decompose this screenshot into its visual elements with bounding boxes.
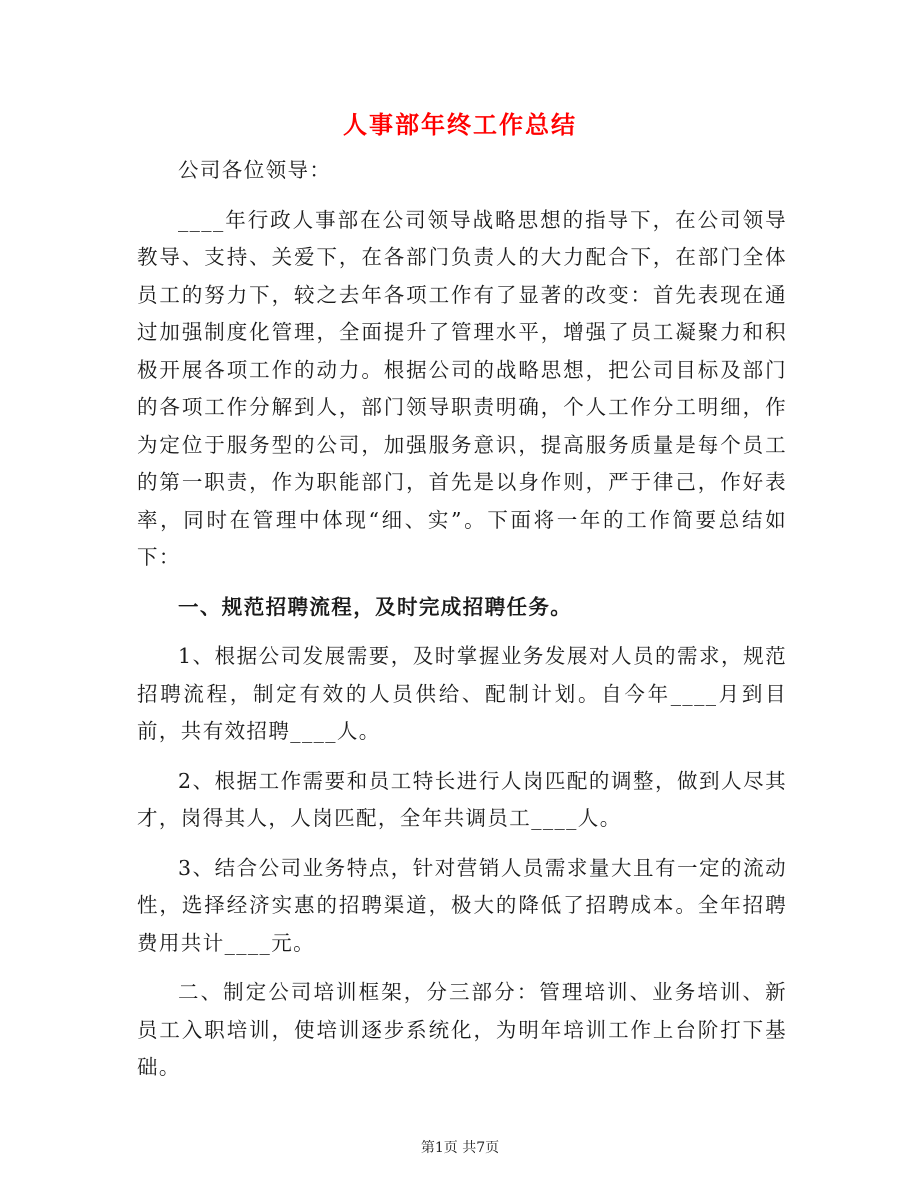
section-heading-recruitment: 一、规范招聘流程，及时完成招聘任务。 [178,594,573,619]
list-item-3: 3、结合公司业务特点，针对营销人员需求量大且有一定的流动性，选择经济实惠的招聘渠道，极大的降低了招聘成本。全年招聘费用共计____元。 [137,855,787,955]
list-item-2: 2、根据工作需要和员工特长进行人岗匹配的调整，做到人尽其才，岗得其人，人岗匹配，全年共调员工____人。 [137,768,787,830]
salutation: 公司各位领导： [178,158,332,182]
page-number: 第1页 共7页 [420,1140,500,1156]
document-body [137,152,787,1087]
document-title: 人事部年终工作总结 [343,110,577,139]
list-item-1: 1、根据公司发展需要，及时掌握业务发展对人员的需求，规范招聘流程，制定有效的人员供给、配制计划。自今年____月到目前，共有效招聘____人。 [137,644,787,743]
section-training: 二、制定公司培训框架，分三部分：管理培训、业务培训、新员工入职培训，使培训逐步系统化，为明年培训工作上台阶打下基础。 [137,980,787,1079]
intro-paragraph: ____年行政人事部在公司领导战略思想的指导下，在公司领导教导、支持、关爱下，在各部门负责人的大力配合下，在部门全体员工的努力下，较之去年各项工作有了显著的改变：首先表现在通过加强制度化管理，全面提升了管理水平，增强了员工凝聚力和积极开展各项工作的动力。根据公司的战略思想，把公司目标及部门的各项工作分解到人，部门领导职责明确，个人工作分工明细，作为定位于服务型的公司，加强服务意识，提高服务质量是每个员工的第一职责，作为职能部门，首先是以身作则，严于律己，作好表率，同时在管理中体现“细、实”。下面将一年的工作简要总结如下： [137,207,787,569]
